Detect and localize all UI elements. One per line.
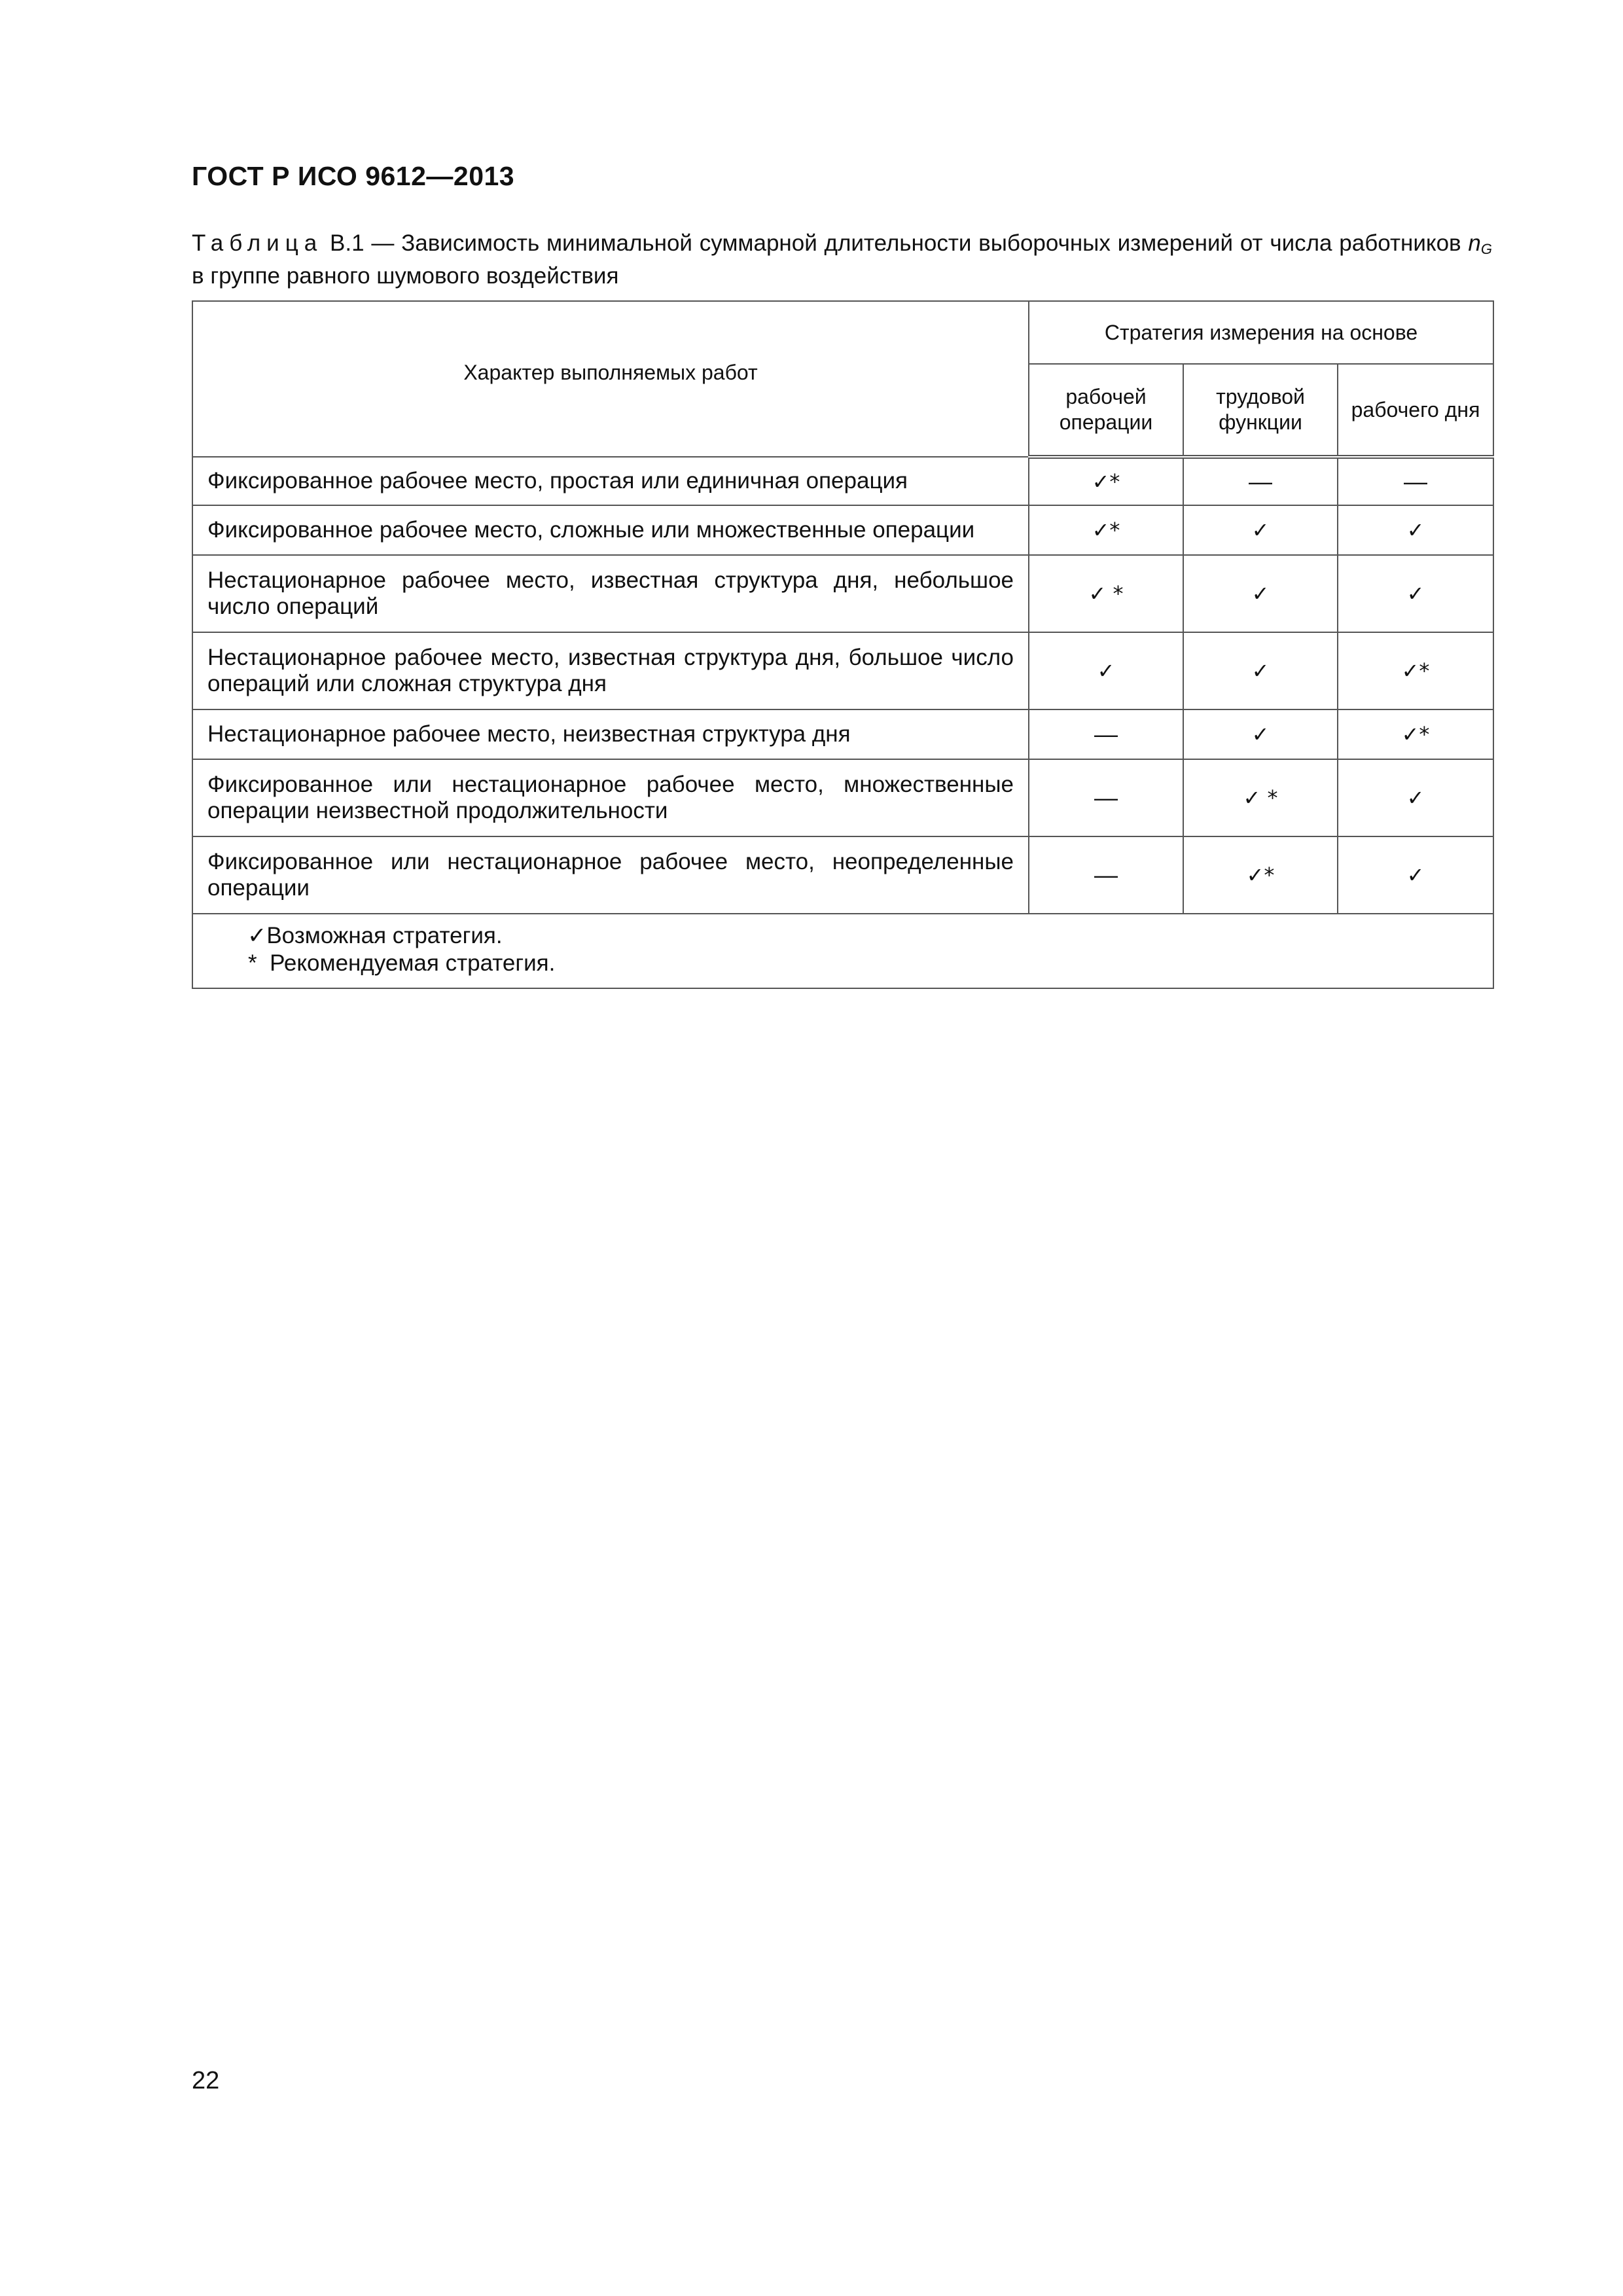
table-row [192,759,1493,836]
mark-operation: — [1029,709,1183,759]
strategy-header-day: рабочего дня [1338,364,1493,457]
table-row [192,555,1493,632]
mark-function: ✓ [1183,505,1338,555]
table-row [192,632,1493,709]
table-row [192,457,1493,505]
mark-operation: ✓ [1029,632,1183,709]
caption-label: Таблица [192,230,323,256]
caption-number: В.1 [330,230,365,256]
mark-function: ✓ [1183,709,1338,759]
caption-variable: $n_G$ [1468,230,1492,257]
mark-operation: ✓* [1029,505,1183,555]
mark-function: — [1183,457,1338,505]
caption-text-end: в группе равного шумового воздействия [192,263,619,289]
row-description: Фиксированное или нестационарное рабочее место, неопределенные операции [192,836,1029,914]
strategy-table [192,300,1494,989]
row-description: Нестационарное рабочее место, известная структура дня, небольшое число операций [192,555,1029,632]
row-description: Фиксированное рабочее место, простая или единичная операция [192,457,1029,505]
document-header: ГОСТ Р ИСО 9612—2013 [192,161,515,191]
row-description: Фиксированное рабочее место, сложные или множественные операции [192,505,1029,555]
page-number: 22 [192,2067,220,2094]
strategy-header-operation: рабочей операции [1029,364,1183,457]
mark-day: ✓ [1338,759,1493,836]
work-character-header: Характер выполняемых работ [192,301,1029,457]
mark-function: ✓ [1183,555,1338,632]
mark-operation: ✓* [1029,457,1183,505]
strategy-group-header: Стратегия измерения на основе [1029,301,1493,364]
row-description: Нестационарное рабочее место, неизвестная структура дня [192,709,1029,759]
mark-day: ✓ [1338,836,1493,914]
mark-operation: ✓ * [1029,555,1183,632]
mark-day: ✓ [1338,505,1493,555]
table-row [192,709,1493,759]
row-description: Нестационарное рабочее место, известная структура дня, большое число операций или сложная структура дня [192,632,1029,709]
row-description: Фиксированное или нестационарное рабочее место, множественные операции неизвестной продолжительности [192,759,1029,836]
legend-row [192,914,1493,988]
table-row [192,505,1493,555]
legend-possible: ✓Возможная стратегия. [247,923,503,949]
mark-day: ✓* [1338,709,1493,759]
asterisk-icon: * [248,950,257,976]
check-icon: ✓ [247,923,267,949]
legend-recommended: * Рекомендуемая стратегия. [248,950,556,976]
legend [192,914,1493,988]
table-row [192,836,1493,914]
mark-day: — [1338,457,1493,505]
mark-day: ✓* [1338,632,1493,709]
caption-text: — Зависимость минимальной суммарной длительности выборочных измерений от числа работников [364,230,1469,256]
table-caption [192,230,1492,289]
mark-function: ✓ [1183,632,1338,709]
mark-day: ✓ [1338,555,1493,632]
mark-operation: — [1029,759,1183,836]
strategy-header-function: трудовой функции [1183,364,1338,457]
mark-function: ✓ * [1183,759,1338,836]
mark-function: ✓* [1183,836,1338,914]
mark-operation: — [1029,836,1183,914]
